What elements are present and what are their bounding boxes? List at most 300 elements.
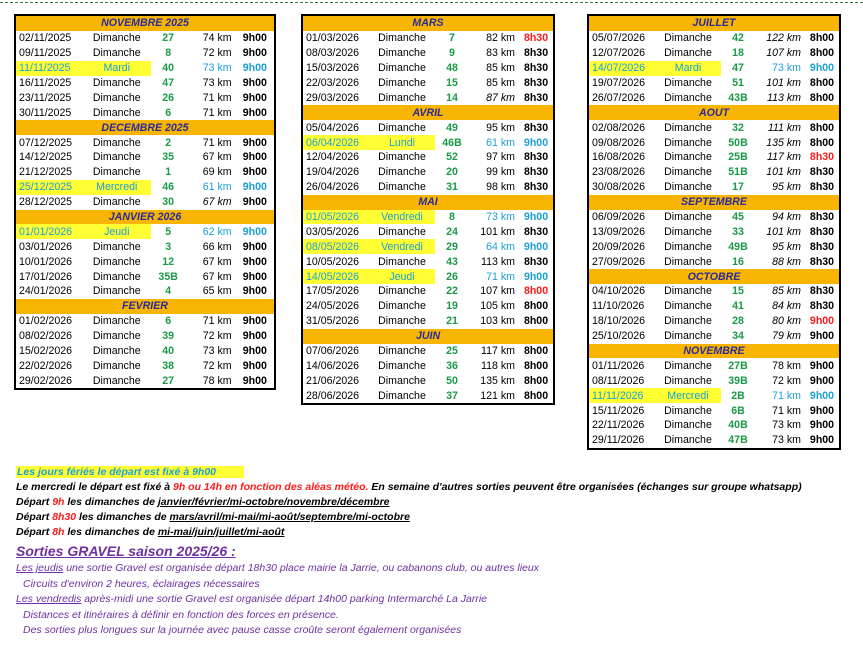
outing-day: Dimanche xyxy=(378,300,426,313)
month-header xyxy=(589,269,839,284)
outing-date: 29/11/2026 xyxy=(592,434,645,447)
outing-date: 12/07/2026 xyxy=(592,47,646,60)
route-number: 35 xyxy=(162,151,175,164)
month-title: JUIN xyxy=(303,329,553,344)
outing-row xyxy=(16,314,274,329)
outing-row xyxy=(16,135,274,150)
outing-date: 03/05/2026 xyxy=(306,225,360,238)
route-number: 45 xyxy=(732,211,744,224)
outing-row xyxy=(303,373,553,388)
departure-time: 9h00 xyxy=(523,270,549,283)
outing-day: Dimanche xyxy=(664,374,712,387)
outing-row xyxy=(16,165,274,180)
route-number: 47 xyxy=(162,77,175,89)
route-number: 5 xyxy=(165,225,172,238)
route-number: 6B xyxy=(731,404,745,417)
route-distance: 71 km xyxy=(486,270,515,283)
outing-date: 11/10/2026 xyxy=(592,300,645,313)
route-distance: 73 km xyxy=(202,77,232,89)
departure-8h-note: Départ 8h les dimanches de mi-mai/juin/juillet/mi-août xyxy=(16,526,285,538)
departure-time: 8h00 xyxy=(523,300,549,313)
route-number: 43B xyxy=(728,91,748,104)
outing-row xyxy=(589,120,839,135)
outing-row xyxy=(589,210,839,225)
month-header xyxy=(303,329,553,344)
route-number: 27 xyxy=(162,32,175,45)
month-title: MARS xyxy=(303,16,553,31)
route-number: 19 xyxy=(446,300,458,313)
outing-row xyxy=(303,135,553,150)
outing-row xyxy=(303,388,553,403)
outing-row xyxy=(589,388,839,403)
outing-date: 14/12/2025 xyxy=(19,151,73,164)
outing-date: 14/05/2026 xyxy=(303,269,369,284)
route-distance: 107 km xyxy=(766,47,801,60)
route-number: 14 xyxy=(446,91,458,104)
route-number: 49 xyxy=(446,121,458,134)
month-header xyxy=(303,195,553,210)
outing-row xyxy=(303,150,553,165)
outing-date: 27/09/2026 xyxy=(592,255,646,268)
outing-row xyxy=(16,180,274,195)
outing-day: Lundi xyxy=(369,135,435,150)
departure-time: 8h30 xyxy=(809,166,835,179)
route-distance: 84 km xyxy=(772,300,801,313)
outing-row xyxy=(303,314,553,329)
outing-date: 15/03/2026 xyxy=(306,62,360,75)
outing-date: 08/11/2026 xyxy=(592,374,645,387)
outing-row xyxy=(303,180,553,195)
outing-row xyxy=(589,373,839,388)
route-distance: 95 km xyxy=(772,240,801,253)
departure-time: 9h00 xyxy=(242,151,267,164)
route-number: 46B xyxy=(442,136,462,149)
outing-row xyxy=(589,46,839,61)
outing-day: Dimanche xyxy=(664,419,712,432)
outing-row xyxy=(589,90,839,105)
route-distance: 88 km xyxy=(772,255,801,268)
outing-date: 09/11/2025 xyxy=(19,47,72,60)
route-number: 26 xyxy=(446,270,458,283)
route-number: 24 xyxy=(446,225,458,238)
outing-day: Dimanche xyxy=(378,345,426,358)
outing-day: Dimanche xyxy=(664,300,712,313)
route-distance: 122 km xyxy=(766,32,801,45)
route-distance: 73 km xyxy=(772,434,801,447)
outing-row xyxy=(589,299,839,314)
route-number: 21 xyxy=(446,315,458,328)
month-header xyxy=(16,210,274,225)
departure-time: 8h00 xyxy=(523,389,549,402)
outing-date: 26/04/2026 xyxy=(306,181,360,194)
outing-date: 15/02/2026 xyxy=(19,345,73,358)
route-number: 27 xyxy=(162,374,175,387)
outing-day: Dimanche xyxy=(664,151,712,164)
departure-9h-note: Départ 9h les dimanches de janvier/février/mi-octobre/novembre/décembre xyxy=(16,496,390,508)
calendar-column-1 xyxy=(14,14,276,390)
route-distance: 71 km xyxy=(202,136,232,149)
outing-date: 30/08/2026 xyxy=(592,181,646,194)
route-number: 31 xyxy=(446,181,458,194)
outing-day: Jeudi xyxy=(369,269,435,284)
route-distance: 71 km xyxy=(202,315,232,328)
route-distance: 121 km xyxy=(480,389,515,402)
route-distance: 62 km xyxy=(202,225,232,238)
departure-time: 8h00 xyxy=(523,359,549,372)
month-header xyxy=(303,16,553,31)
departure-time: 8h00 xyxy=(523,285,549,298)
route-number: 50B xyxy=(728,136,748,149)
outing-row xyxy=(16,239,274,254)
route-distance: 101 km xyxy=(766,225,801,238)
outing-date: 01/02/2026 xyxy=(19,315,73,328)
departure-time: 9h00 xyxy=(242,315,267,328)
gravel-friday: Les vendredis après-midi une sortie Gravel est organisée départ 14h00 parking Intermarché La Jarrie xyxy=(16,593,488,605)
gravel-thursday-detail: Circuits d'environ 2 heures, éclairages nécessaires xyxy=(23,577,260,590)
route-distance: 69 km xyxy=(202,166,232,179)
departure-time: 8h30 xyxy=(809,285,835,298)
outing-row xyxy=(16,195,274,210)
month-header xyxy=(589,105,839,120)
route-number: 50 xyxy=(446,374,458,387)
outing-day: Mardi xyxy=(83,61,152,76)
outing-date: 30/11/2025 xyxy=(19,106,72,119)
departure-time: 8h00 xyxy=(523,374,549,387)
month-header xyxy=(589,195,839,210)
outing-date: 19/07/2026 xyxy=(592,77,646,89)
route-number: 26 xyxy=(162,91,175,104)
route-number: 48 xyxy=(446,62,458,75)
route-number: 51B xyxy=(728,166,748,179)
route-number: 6 xyxy=(165,106,172,119)
outing-date: 08/03/2026 xyxy=(306,47,360,60)
outing-day: Dimanche xyxy=(664,136,712,149)
route-distance: 135 km xyxy=(766,136,801,149)
outing-day: Dimanche xyxy=(664,404,712,417)
outing-date: 08/05/2026 xyxy=(303,239,369,254)
route-distance: 73 km xyxy=(202,62,232,75)
departure-time: 9h00 xyxy=(242,106,267,119)
route-distance: 87 km xyxy=(486,91,515,104)
outing-date: 17/05/2026 xyxy=(306,285,360,298)
departure-time: 9h00 xyxy=(809,419,835,432)
outing-row xyxy=(589,314,839,329)
outing-day: Dimanche xyxy=(664,434,712,447)
outing-day: Dimanche xyxy=(664,240,712,253)
route-distance: 71 km xyxy=(202,91,232,104)
departure-time: 8h30 xyxy=(523,32,549,45)
outing-date: 15/11/2026 xyxy=(592,404,645,417)
month-title: NOVEMBRE xyxy=(589,344,839,359)
outing-day: Dimanche xyxy=(92,77,141,89)
outing-row xyxy=(589,61,839,76)
calendar-table xyxy=(589,16,839,448)
route-number: 34 xyxy=(732,330,744,343)
departure-time: 8h30 xyxy=(809,225,835,238)
route-distance: 61 km xyxy=(486,136,515,149)
outing-day: Dimanche xyxy=(92,136,141,149)
route-number: 25B xyxy=(728,151,748,164)
route-number: 43 xyxy=(446,255,458,268)
outing-day: Dimanche xyxy=(378,359,426,372)
outing-row xyxy=(589,135,839,150)
calendar-table xyxy=(303,16,553,403)
outing-day: Dimanche xyxy=(378,374,426,387)
calendar-column-2 xyxy=(301,14,555,405)
departure-time: 8h00 xyxy=(809,136,835,149)
departure-time: 9h00 xyxy=(242,77,267,89)
outing-date: 25/10/2026 xyxy=(592,330,646,343)
outing-date: 24/01/2026 xyxy=(19,285,73,298)
month-title: JANVIER 2026 xyxy=(16,210,274,225)
outing-date: 18/10/2026 xyxy=(592,315,646,328)
departure-time: 8h30 xyxy=(809,151,835,164)
route-distance: 94 km xyxy=(772,211,801,224)
route-distance: 83 km xyxy=(486,47,515,60)
route-number: 40B xyxy=(728,419,748,432)
month-title: SEPTEMBRE xyxy=(589,195,839,210)
departure-time: 9h00 xyxy=(809,62,835,75)
departure-time: 9h00 xyxy=(242,166,267,179)
notes-section xyxy=(16,465,856,639)
departure-time: 9h00 xyxy=(242,330,267,343)
departure-time: 8h00 xyxy=(809,47,835,60)
outing-day: Mercredi xyxy=(655,388,721,403)
outing-row xyxy=(303,90,553,105)
departure-time: 9h00 xyxy=(242,345,267,358)
route-distance: 85 km xyxy=(486,77,515,89)
route-distance: 74 km xyxy=(202,32,232,45)
outing-day: Dimanche xyxy=(92,374,141,387)
route-number: 30 xyxy=(162,196,175,209)
departure-time: 8h30 xyxy=(523,181,549,194)
departure-time: 8h00 xyxy=(809,32,835,45)
route-number: 18 xyxy=(732,47,744,60)
outing-row xyxy=(589,180,839,195)
departure-time: 9h00 xyxy=(242,225,267,238)
route-number: 32 xyxy=(732,121,744,134)
outing-date: 07/12/2025 xyxy=(19,136,73,149)
route-distance: 67 km xyxy=(202,196,232,209)
month-header xyxy=(589,344,839,359)
outing-day: Dimanche xyxy=(378,47,426,60)
outing-row xyxy=(303,61,553,76)
outing-date: 14/06/2026 xyxy=(306,359,360,372)
top-dashed-rule xyxy=(0,2,863,3)
outing-day: Dimanche xyxy=(92,32,141,45)
outing-row xyxy=(589,76,839,91)
route-number: 46 xyxy=(162,181,175,194)
outing-day: Dimanche xyxy=(664,91,712,104)
departure-time: 9h00 xyxy=(242,240,267,253)
route-distance: 78 km xyxy=(202,374,232,387)
outing-row xyxy=(589,403,839,418)
outing-row xyxy=(16,344,274,359)
outing-day: Dimanche xyxy=(92,106,141,119)
outing-date: 12/04/2026 xyxy=(306,151,360,164)
departure-time: 9h00 xyxy=(242,181,267,194)
outing-row xyxy=(16,105,274,120)
outing-row xyxy=(589,224,839,239)
departure-time: 8h30 xyxy=(523,225,549,238)
outing-date: 22/11/2026 xyxy=(592,419,645,432)
outing-row xyxy=(303,358,553,373)
route-distance: 103 km xyxy=(480,315,515,328)
departure-time: 8h30 xyxy=(809,181,835,194)
departure-time: 8h30 xyxy=(809,255,835,268)
outing-row xyxy=(589,418,839,433)
departure-time: 8h30 xyxy=(523,166,549,179)
route-number: 27B xyxy=(728,359,748,372)
outing-date: 20/09/2026 xyxy=(592,240,646,253)
outing-day: Dimanche xyxy=(92,345,141,358)
outing-day: Dimanche xyxy=(378,121,426,134)
outing-row xyxy=(16,284,274,299)
route-number: 38 xyxy=(162,359,175,372)
outing-row xyxy=(16,76,274,91)
outing-date: 09/08/2026 xyxy=(592,136,646,149)
route-number: 47 xyxy=(732,62,744,75)
month-title: AOUT xyxy=(589,105,839,120)
route-distance: 97 km xyxy=(486,151,515,164)
outing-date: 10/01/2026 xyxy=(19,255,73,268)
outing-day: Dimanche xyxy=(664,32,712,45)
outing-row xyxy=(303,224,553,239)
outing-day: Dimanche xyxy=(378,77,426,89)
outing-date: 04/10/2026 xyxy=(592,285,646,298)
route-distance: 65 km xyxy=(202,285,232,298)
outing-day: Dimanche xyxy=(664,121,712,134)
route-number: 33 xyxy=(732,225,744,238)
outing-day: Dimanche xyxy=(92,196,141,209)
gravel-friday-detail-2: Des sorties plus longues sur la journée avec pause casse croûte seront également organisées xyxy=(23,624,462,636)
outing-row xyxy=(589,165,839,180)
route-distance: 72 km xyxy=(202,330,232,343)
departure-time: 9h00 xyxy=(242,32,267,45)
outing-date: 22/02/2026 xyxy=(19,359,73,372)
outing-date: 16/11/2025 xyxy=(19,77,72,89)
outing-date: 01/03/2026 xyxy=(306,32,360,45)
outing-date: 22/03/2026 xyxy=(306,77,360,89)
outing-day: Dimanche xyxy=(378,166,426,179)
outing-day: Dimanche xyxy=(378,315,426,328)
route-distance: 73 km xyxy=(772,62,801,75)
gravel-friday-detail-1: Distances et itinéraires à définir en fonction des forces en présence. xyxy=(23,608,339,621)
outing-day: Dimanche xyxy=(92,47,141,60)
outing-row xyxy=(303,31,553,46)
route-distance: 118 km xyxy=(481,359,515,372)
route-distance: 61 km xyxy=(202,181,232,194)
outing-date: 11/11/2026 xyxy=(589,388,655,403)
outing-date: 25/12/2025 xyxy=(16,180,83,195)
route-distance: 67 km xyxy=(202,151,232,164)
outing-date: 05/04/2026 xyxy=(306,121,360,134)
outing-date: 11/11/2025 xyxy=(16,61,83,76)
departure-time: 8h30 xyxy=(809,300,835,313)
month-title: NOVEMBRE 2025 xyxy=(16,16,274,31)
departure-time: 9h00 xyxy=(809,315,835,328)
departure-time: 8h00 xyxy=(809,77,835,89)
route-distance: 85 km xyxy=(486,62,515,75)
departure-time: 8h30 xyxy=(809,240,835,253)
outing-row xyxy=(303,46,553,61)
outing-date: 07/06/2026 xyxy=(306,345,360,358)
departure-time: 9h00 xyxy=(242,359,267,372)
route-number: 7 xyxy=(449,32,455,45)
route-distance: 73 km xyxy=(772,419,801,432)
gravel-thursday: Les jeudis une sortie Gravel est organisée départ 18h30 place mairie la Jarrie, ou cabanons club, ou autres lieux xyxy=(16,562,539,574)
outing-date: 17/01/2026 xyxy=(19,270,73,283)
departure-time: 9h00 xyxy=(809,389,835,402)
route-distance: 78 km xyxy=(772,359,801,372)
outing-row xyxy=(303,254,553,269)
outing-day: Dimanche xyxy=(664,211,712,224)
outing-day: Dimanche xyxy=(92,359,141,372)
outing-row xyxy=(16,61,274,76)
outing-date: 10/05/2026 xyxy=(306,255,360,268)
departure-time: 9h00 xyxy=(809,359,835,372)
gravel-title: Sorties GRAVEL saison 2025/26 : xyxy=(16,543,236,559)
outing-date: 24/05/2026 xyxy=(306,300,360,313)
month-header xyxy=(16,120,274,135)
departure-time: 8h00 xyxy=(523,315,549,328)
outing-day: Dimanche xyxy=(664,359,712,372)
route-distance: 135 km xyxy=(480,374,515,387)
outing-date: 19/04/2026 xyxy=(306,166,360,179)
outing-row xyxy=(589,150,839,165)
route-distance: 72 km xyxy=(772,374,801,387)
outing-day: Dimanche xyxy=(378,255,426,268)
route-number: 17 xyxy=(732,181,744,194)
route-number: 4 xyxy=(165,285,172,298)
month-title: OCTOBRE xyxy=(589,269,839,284)
outing-row xyxy=(16,46,274,61)
route-number: 35B xyxy=(158,270,178,283)
route-number: 29 xyxy=(446,240,458,253)
outing-day: Dimanche xyxy=(378,285,426,298)
route-distance: 66 km xyxy=(202,240,232,253)
outing-day: Vendredi xyxy=(369,239,435,254)
route-number: 15 xyxy=(446,77,458,89)
route-number: 12 xyxy=(162,255,175,268)
route-number: 8 xyxy=(165,47,172,60)
month-title: AVRIL xyxy=(303,105,553,120)
route-distance: 73 km xyxy=(202,345,232,358)
route-distance: 67 km xyxy=(202,255,232,268)
outing-date: 23/08/2026 xyxy=(592,166,646,179)
outing-row xyxy=(16,150,274,165)
departure-time: 9h00 xyxy=(242,136,267,149)
route-number: 41 xyxy=(732,300,744,313)
outing-date: 02/11/2025 xyxy=(19,32,72,45)
outing-row xyxy=(303,120,553,135)
outing-date: 01/11/2026 xyxy=(592,359,645,372)
route-number: 2 xyxy=(165,136,172,149)
outing-day: Dimanche xyxy=(664,330,712,343)
outing-day: Dimanche xyxy=(664,181,712,194)
route-number: 20 xyxy=(446,166,458,179)
outing-row xyxy=(16,31,274,46)
route-number: 6 xyxy=(165,315,172,328)
outing-day: Dimanche xyxy=(92,330,141,343)
outing-row xyxy=(303,344,553,359)
outing-date: 23/11/2025 xyxy=(19,91,72,104)
outing-day: Dimanche xyxy=(664,225,712,238)
route-number: 42 xyxy=(732,32,744,45)
calendar-column-3 xyxy=(587,14,841,450)
outing-date: 31/05/2026 xyxy=(306,315,360,328)
outing-day: Dimanche xyxy=(92,151,141,164)
